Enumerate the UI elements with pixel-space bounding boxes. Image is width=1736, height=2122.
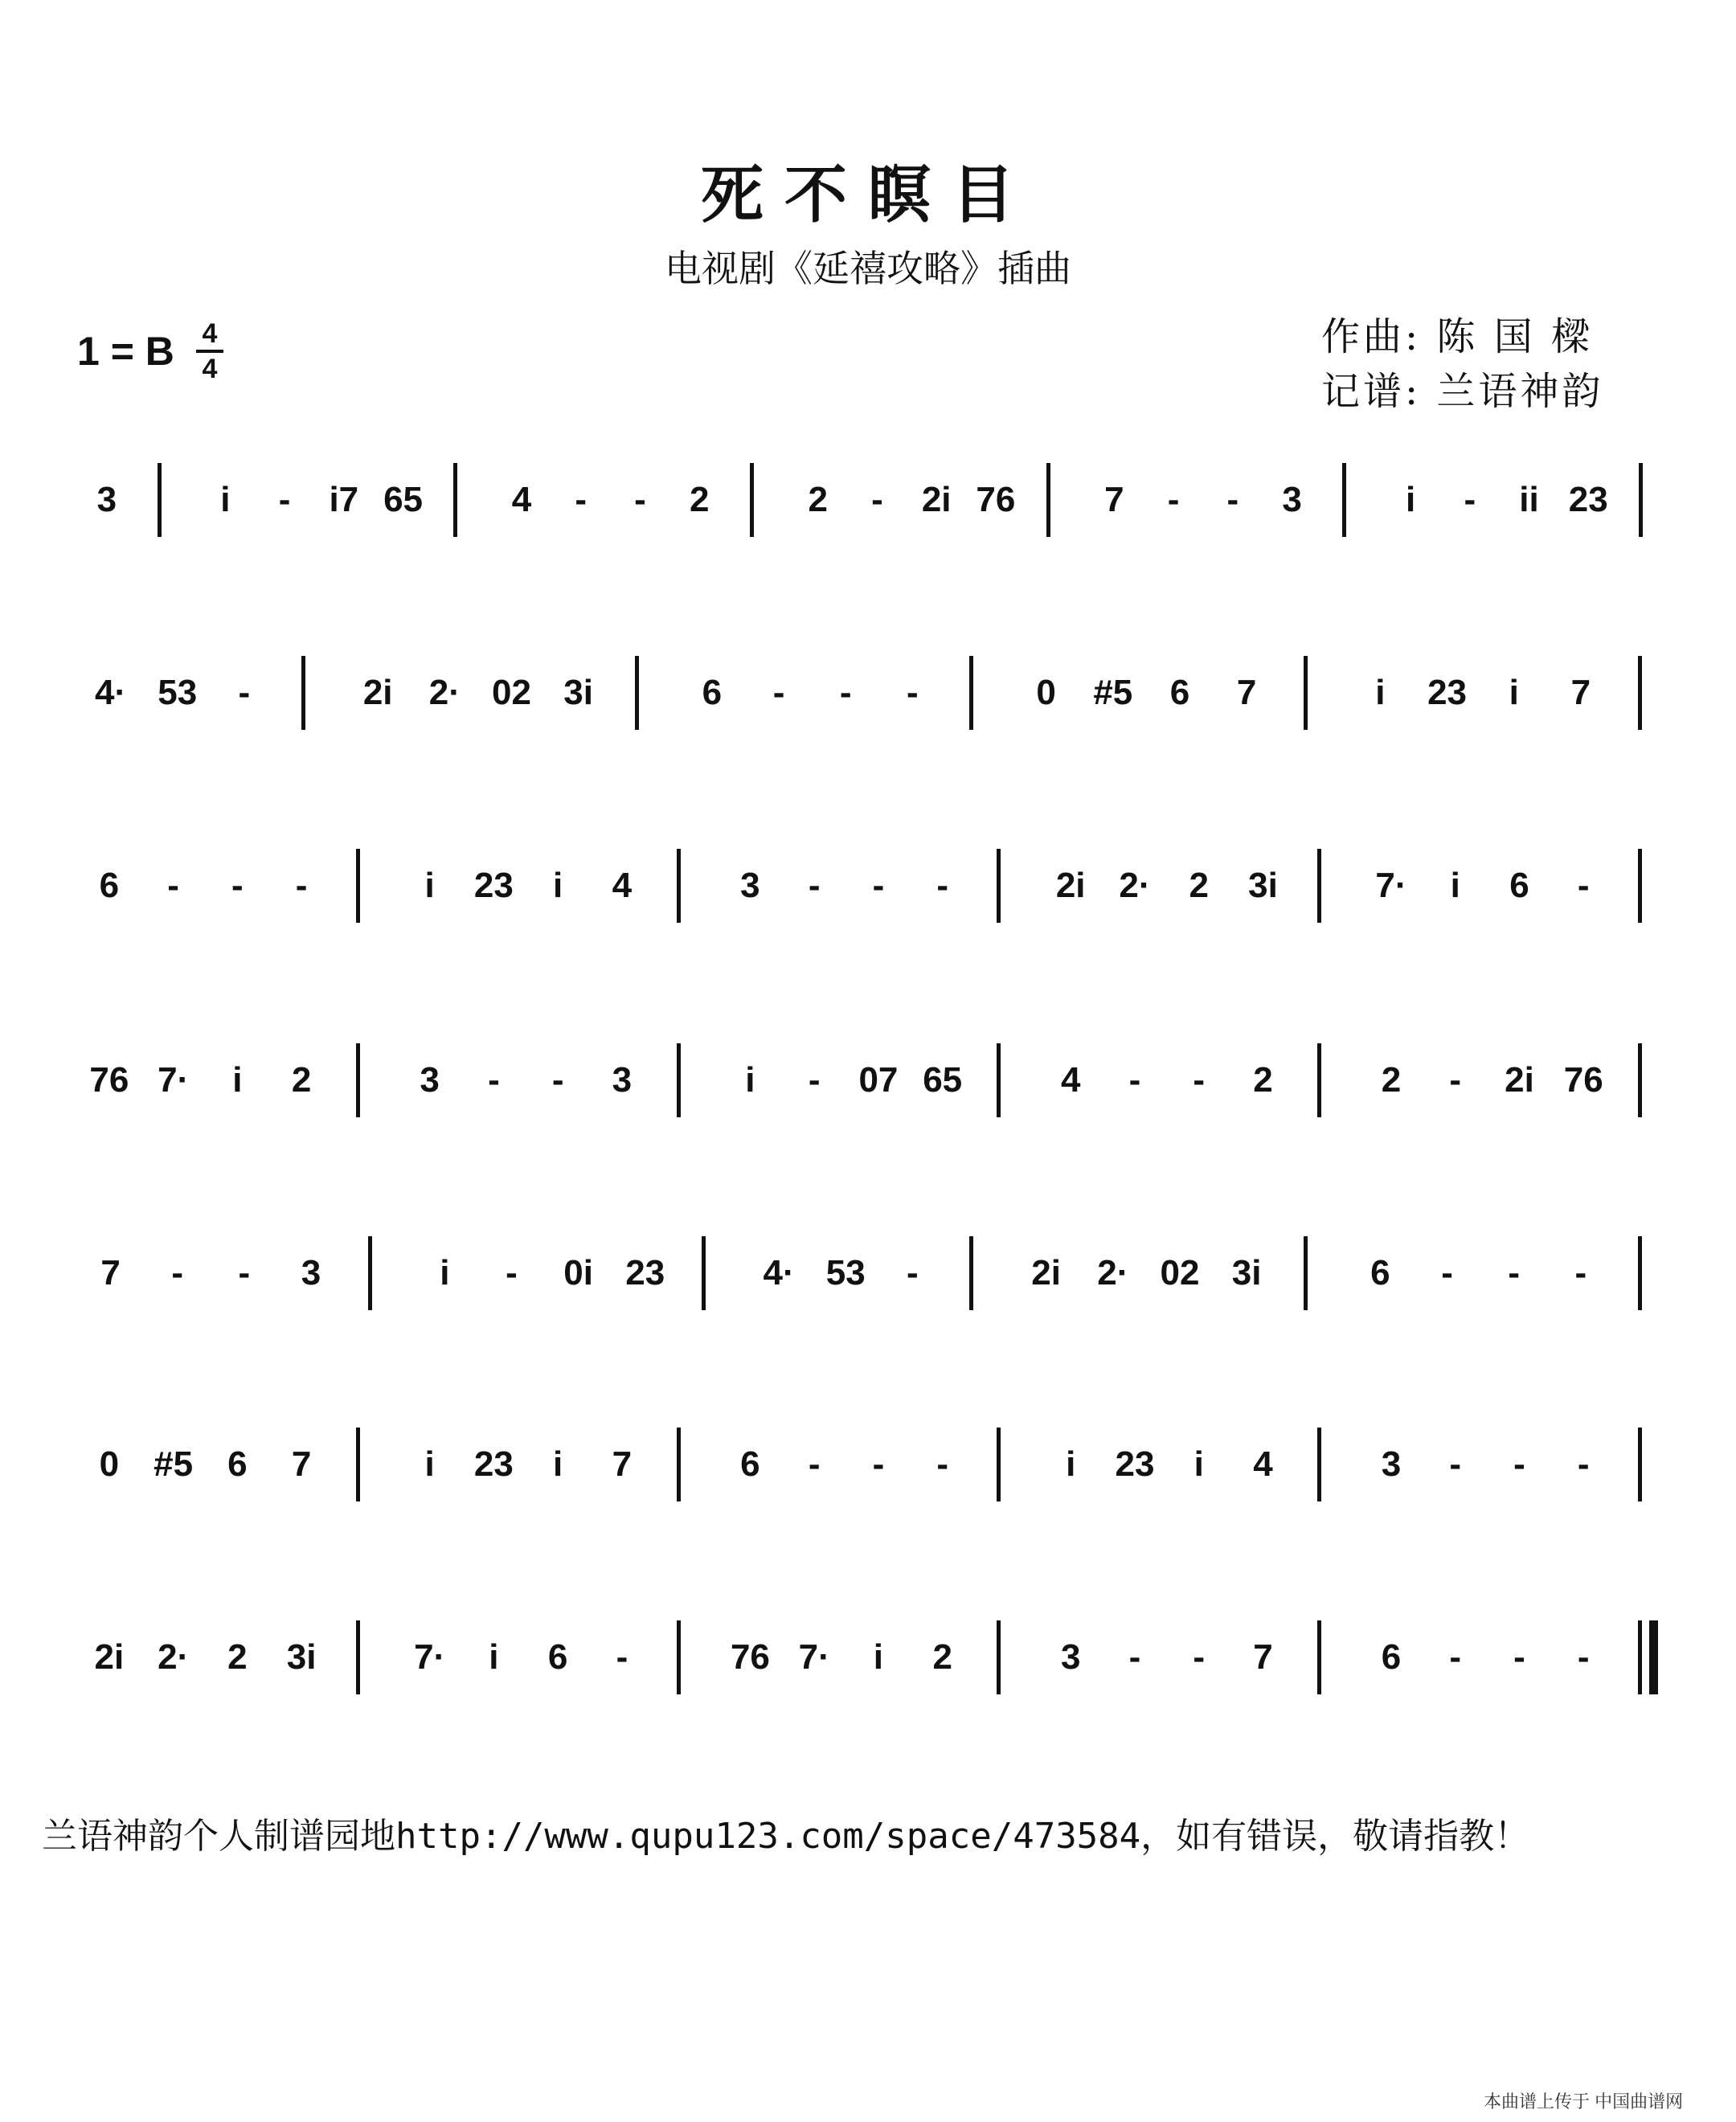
note: 4 bbox=[612, 866, 633, 905]
sustain-dash: - bbox=[772, 673, 785, 712]
time-signature-bottom: 4 bbox=[202, 354, 218, 384]
note: 7 bbox=[291, 1444, 312, 1484]
sustain-dash: - bbox=[231, 866, 244, 905]
sustain-dash: - bbox=[575, 480, 588, 519]
note: i bbox=[553, 866, 563, 905]
note: 23 bbox=[625, 1253, 665, 1292]
note: i bbox=[424, 1444, 435, 1484]
note: 23 bbox=[473, 866, 514, 905]
barline bbox=[1638, 1428, 1642, 1501]
barline bbox=[969, 1236, 973, 1310]
sustain-dash: - bbox=[238, 673, 251, 712]
sustain-dash: - bbox=[1508, 1253, 1521, 1292]
barline bbox=[677, 1620, 681, 1694]
note: 3i bbox=[1248, 866, 1278, 905]
sustain-dash: - bbox=[907, 673, 919, 712]
note: 2 bbox=[689, 480, 710, 519]
sustain-dash: - bbox=[1449, 1444, 1462, 1484]
barline bbox=[997, 1428, 1001, 1501]
sustain-dash: - bbox=[1167, 480, 1180, 519]
sustain-dash: - bbox=[808, 1060, 821, 1100]
note: i bbox=[1194, 1444, 1204, 1484]
sustain-dash: - bbox=[1449, 1060, 1462, 1100]
note: i bbox=[220, 480, 231, 519]
footer-note: 兰语神韵个人制谱园地http://www.qupu123.com/space/473584，如有错误，敬请指教！ bbox=[42, 1816, 1530, 1857]
time-signature-top: 4 bbox=[202, 318, 218, 349]
sustain-dash: - bbox=[808, 866, 821, 905]
score-row bbox=[0, 675, 1736, 748]
note: 76 bbox=[1563, 1060, 1603, 1100]
note: i bbox=[553, 1444, 563, 1484]
note: 2 bbox=[808, 480, 828, 519]
note: 7· bbox=[1375, 866, 1407, 905]
note: 23 bbox=[1115, 1444, 1155, 1484]
note: 7 bbox=[1570, 673, 1591, 712]
page-subtitle: 电视剧《延禧攻略》插曲 bbox=[665, 247, 1071, 290]
note: 7 bbox=[612, 1444, 633, 1484]
note: 0 bbox=[1036, 673, 1056, 712]
note: 4 bbox=[511, 480, 532, 519]
note: 2i bbox=[921, 480, 952, 519]
note: 3 bbox=[1282, 480, 1302, 519]
sustain-dash: - bbox=[1128, 1060, 1141, 1100]
sustain-dash: - bbox=[1574, 1253, 1587, 1292]
sustain-dash: - bbox=[907, 1253, 919, 1292]
note: 6 bbox=[1169, 673, 1190, 712]
barline bbox=[997, 1620, 1001, 1694]
note: 3 bbox=[612, 1060, 633, 1100]
note: 7 bbox=[1104, 480, 1124, 519]
note: 6 bbox=[547, 1637, 568, 1677]
sustain-dash: - bbox=[1577, 866, 1590, 905]
note: 53 bbox=[825, 1253, 866, 1292]
note: 2· bbox=[1097, 1253, 1129, 1292]
note: 23 bbox=[1427, 673, 1468, 712]
barline bbox=[1638, 656, 1642, 730]
note: 76 bbox=[730, 1637, 770, 1677]
note: 7· bbox=[798, 1637, 830, 1677]
note: i bbox=[1375, 673, 1386, 712]
barline bbox=[158, 463, 162, 537]
sustain-dash: - bbox=[1449, 1637, 1462, 1677]
barline bbox=[1639, 463, 1643, 537]
sustain-dash: - bbox=[808, 1444, 821, 1484]
note: 2 bbox=[1189, 866, 1209, 905]
note: 3 bbox=[420, 1060, 440, 1100]
barline bbox=[356, 1043, 360, 1117]
note: #5 bbox=[1093, 673, 1133, 712]
note: 3 bbox=[1381, 1444, 1402, 1484]
barline bbox=[1342, 463, 1346, 537]
note: 4 bbox=[1253, 1444, 1273, 1484]
sustain-dash: - bbox=[936, 1444, 949, 1484]
note: 2· bbox=[1119, 866, 1151, 905]
sustain-dash: - bbox=[839, 673, 852, 712]
sustain-dash: - bbox=[1193, 1637, 1206, 1677]
barline bbox=[677, 1043, 681, 1117]
barline bbox=[750, 463, 754, 537]
score-row bbox=[0, 1060, 1736, 1135]
note: 3 bbox=[301, 1253, 321, 1292]
note: 4· bbox=[95, 673, 127, 712]
note: 6 bbox=[227, 1444, 248, 1484]
barline bbox=[1317, 849, 1321, 923]
barline bbox=[1317, 1428, 1321, 1501]
note: 76 bbox=[89, 1060, 129, 1100]
upload-stamp: 本曲谱上传于 中国曲谱网 bbox=[1484, 2091, 1684, 2112]
note: 2i bbox=[1055, 866, 1086, 905]
note: 3i bbox=[286, 1637, 317, 1677]
note: 4 bbox=[1060, 1060, 1081, 1100]
note: 2 bbox=[1253, 1060, 1273, 1100]
note: 3 bbox=[740, 866, 760, 905]
note: 07 bbox=[858, 1060, 899, 1100]
sustain-dash: - bbox=[488, 1060, 500, 1100]
barline bbox=[969, 656, 973, 730]
note: 23 bbox=[1568, 480, 1608, 519]
key-signature: 1 = B bbox=[77, 329, 174, 374]
barline bbox=[1638, 1043, 1642, 1117]
note: 3 bbox=[96, 480, 117, 519]
sustain-dash: - bbox=[872, 866, 885, 905]
note: 7· bbox=[158, 1060, 190, 1100]
note: 2i bbox=[94, 1637, 125, 1677]
barline bbox=[1317, 1043, 1321, 1117]
score-row bbox=[0, 1253, 1736, 1328]
note: 7 bbox=[1253, 1637, 1273, 1677]
note: i bbox=[873, 1637, 884, 1677]
barline bbox=[368, 1236, 372, 1310]
note: 4· bbox=[763, 1253, 795, 1292]
barline bbox=[356, 1620, 360, 1694]
transcriber-credit: 记谱: 兰语神韵 bbox=[1321, 369, 1604, 414]
sustain-dash: - bbox=[616, 1637, 628, 1677]
barline bbox=[677, 1428, 681, 1501]
barline bbox=[356, 1428, 360, 1501]
sustain-dash: - bbox=[551, 1060, 564, 1100]
sustain-dash: - bbox=[634, 480, 646, 519]
sustain-dash: - bbox=[238, 1253, 251, 1292]
note: 3i bbox=[1231, 1253, 1262, 1292]
barline bbox=[997, 849, 1001, 923]
note: 2 bbox=[1381, 1060, 1402, 1100]
sustain-dash: - bbox=[1226, 480, 1239, 519]
note: 2i bbox=[1031, 1253, 1061, 1292]
note: i bbox=[745, 1060, 755, 1100]
barline bbox=[997, 1043, 1001, 1117]
sustain-dash: - bbox=[1128, 1637, 1141, 1677]
barline bbox=[1638, 849, 1642, 923]
composer-credit: 作曲: 陈 国 樑 bbox=[1321, 314, 1593, 359]
note: ii bbox=[1519, 480, 1539, 519]
note: 02 bbox=[1160, 1253, 1200, 1292]
note: 76 bbox=[976, 480, 1016, 519]
sustain-dash: - bbox=[171, 1253, 184, 1292]
score-row bbox=[0, 868, 1736, 940]
note: 65 bbox=[923, 1060, 963, 1100]
page-title: 死不瞑目 bbox=[700, 158, 1035, 231]
note: 6 bbox=[1509, 866, 1529, 905]
note: 2· bbox=[158, 1637, 190, 1677]
barline bbox=[1304, 656, 1308, 730]
barline bbox=[356, 849, 360, 923]
note: i bbox=[1066, 1444, 1076, 1484]
score-row bbox=[0, 1444, 1736, 1519]
barline bbox=[1046, 463, 1050, 537]
note: i bbox=[1509, 673, 1519, 712]
note: 6 bbox=[702, 673, 723, 712]
sustain-dash: - bbox=[1193, 1060, 1206, 1100]
score-row bbox=[0, 482, 1736, 555]
note: i bbox=[424, 866, 435, 905]
barline bbox=[1304, 1236, 1308, 1310]
sustain-dash: - bbox=[872, 1444, 885, 1484]
note: i bbox=[232, 1060, 243, 1100]
note: 0 bbox=[99, 1444, 120, 1484]
note: 7· bbox=[414, 1637, 446, 1677]
note: i bbox=[1405, 480, 1416, 519]
sustain-dash: - bbox=[871, 480, 883, 519]
note: 2 bbox=[227, 1637, 248, 1677]
sustain-dash: - bbox=[1513, 1637, 1525, 1677]
note: 3 bbox=[1060, 1637, 1081, 1677]
note: 2 bbox=[291, 1060, 312, 1100]
note: 0i bbox=[563, 1253, 593, 1292]
sustain-dash: - bbox=[1513, 1444, 1525, 1484]
barline bbox=[301, 656, 305, 730]
barline bbox=[677, 849, 681, 923]
note: i7 bbox=[329, 480, 359, 519]
note: 2 bbox=[932, 1637, 952, 1677]
note: 2· bbox=[428, 673, 461, 712]
sustain-dash: - bbox=[295, 866, 308, 905]
final-barline-thick bbox=[1649, 1620, 1658, 1694]
note: #5 bbox=[154, 1444, 194, 1484]
sustain-dash: - bbox=[1577, 1444, 1590, 1484]
note: 23 bbox=[473, 1444, 514, 1484]
sustain-dash: - bbox=[167, 866, 179, 905]
barline bbox=[453, 463, 457, 537]
note: 6 bbox=[740, 1444, 760, 1484]
barline bbox=[1317, 1620, 1321, 1694]
sustain-dash: - bbox=[506, 1253, 518, 1292]
note: 7 bbox=[1236, 673, 1257, 712]
note: 2i bbox=[1505, 1060, 1534, 1100]
note: 6 bbox=[99, 866, 120, 905]
sustain-dash: - bbox=[278, 480, 291, 519]
note: i bbox=[489, 1637, 499, 1677]
note: i bbox=[440, 1253, 450, 1292]
note: 7 bbox=[100, 1253, 121, 1292]
final-barline bbox=[1638, 1620, 1642, 1694]
score-row bbox=[0, 1637, 1736, 1712]
note: 02 bbox=[491, 673, 531, 712]
note: 6 bbox=[1370, 1253, 1390, 1292]
note: 6 bbox=[1381, 1637, 1402, 1677]
note: 2i bbox=[362, 673, 393, 712]
barline bbox=[635, 656, 639, 730]
note: 65 bbox=[383, 480, 424, 519]
sustain-dash: - bbox=[1441, 1253, 1453, 1292]
barline bbox=[1638, 1236, 1642, 1310]
note: 53 bbox=[158, 673, 198, 712]
barline bbox=[702, 1236, 706, 1310]
sustain-dash: - bbox=[1577, 1637, 1590, 1677]
note: i bbox=[1450, 866, 1460, 905]
sustain-dash: - bbox=[1464, 480, 1476, 519]
note: 3i bbox=[563, 673, 593, 712]
sustain-dash: - bbox=[936, 866, 949, 905]
